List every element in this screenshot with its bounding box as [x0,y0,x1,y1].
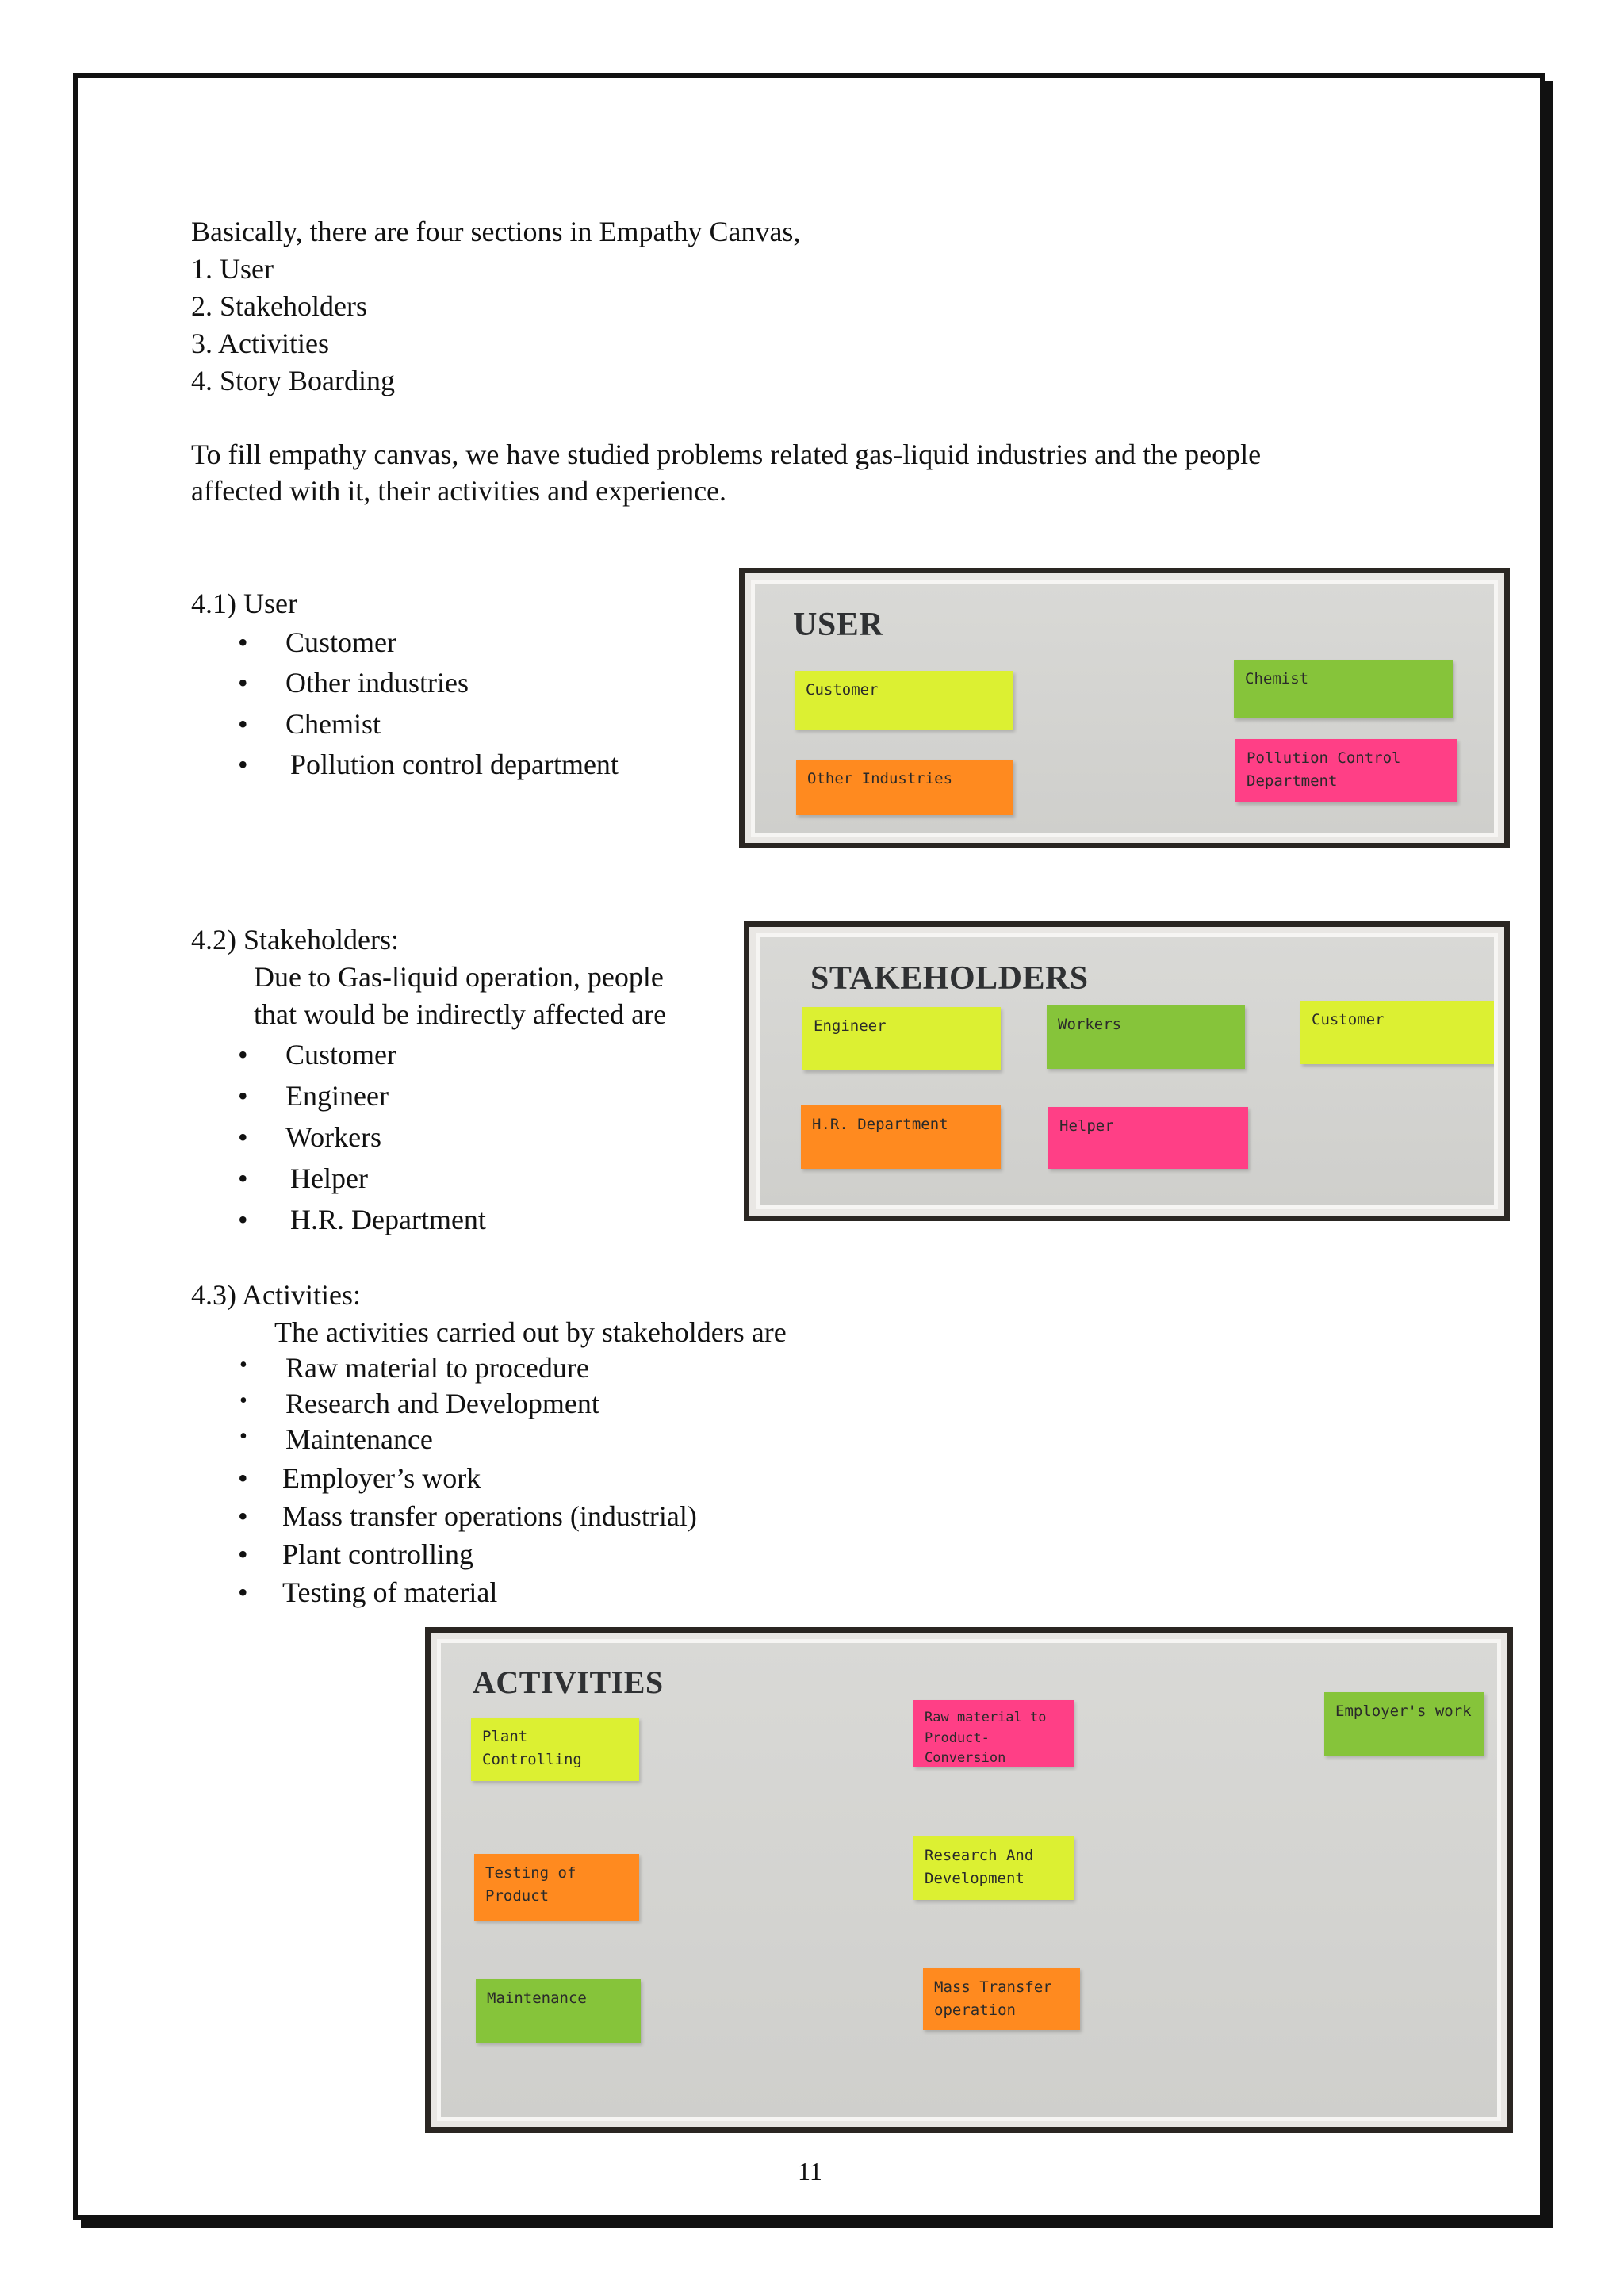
section-description: The activities carried out by stakeholders are [274,1316,787,1348]
activity-list-item: Mass transfer operations (industrial) [282,1500,697,1532]
sticky-note: Customer [1300,1001,1496,1064]
bullet-icon: • [238,749,248,780]
stakeholder-list-item: Workers [285,1121,382,1153]
bullet-icon: • [239,1388,247,1413]
intro-line: Basically, there are four sections in Empathy Canvas, [191,216,801,247]
intro-paragraph: To fill empathy canvas, we have studied problems related gas-liquid industries and the people [191,439,1262,470]
user-list-item: Other industries [285,667,469,699]
sticky-note: Helper [1048,1107,1248,1169]
page-number: 11 [798,2157,822,2185]
activities-board-photo [425,1627,1513,2133]
sticky-note: Research And Development [914,1836,1074,1900]
activity-list-item: Testing of material [282,1576,498,1608]
sticky-note: Engineer [802,1007,1001,1070]
sticky-note: H.R. Department [801,1105,1001,1169]
sticky-note: Customer [795,671,1013,730]
bullet-icon: • [238,1080,248,1112]
intro-list-item: 2. Stakeholders [191,290,367,322]
sticky-note: Pollution Control Department [1235,739,1457,802]
activity-list-item: Plant controlling [282,1538,473,1570]
sticky-note: Other Industries [796,760,1013,815]
sticky-note: Chemist [1234,660,1453,718]
board-title: ACTIVITIES [473,1664,664,1700]
sticky-note: Workers [1047,1005,1245,1069]
bullet-icon: • [238,1204,248,1235]
intro-list-item: 3. Activities [191,327,329,359]
stakeholder-list-item: H.R. Department [290,1204,486,1235]
section-heading-user: 4.1) User [191,588,297,619]
bullet-icon: • [238,626,248,658]
sticky-note: Plant Controlling [471,1718,639,1781]
stakeholder-list-item: Helper [290,1162,368,1194]
bullet-icon: • [238,667,248,699]
intro-list-item: 1. User [191,253,274,285]
user-list-item: Chemist [285,708,381,740]
activity-list-item: Employer’s work [282,1462,481,1494]
bullet-icon: • [238,1538,248,1570]
user-list-item: Pollution control department [290,749,619,780]
sticky-note: Mass Transfer operation [923,1968,1080,2030]
bullet-icon: • [238,1162,248,1194]
bullet-icon: • [238,1462,248,1494]
sticky-note: Employer's work [1324,1692,1484,1756]
stakeholder-list-item: Customer [285,1039,396,1070]
bullet-icon: • [238,708,248,740]
bullet-icon: • [238,1500,248,1532]
section-description: that would be indirectly affected are [254,998,667,1030]
intro-paragraph: affected with it, their activities and experience. [191,475,727,507]
activity-list-item: Raw material to procedure [285,1352,589,1384]
stakeholders-board-photo [744,921,1510,1221]
section-heading-stakeholders: 4.2) Stakeholders: [191,924,399,956]
section-description: Due to Gas-liquid operation, people [254,961,664,993]
sticky-note: Testing of Product [474,1854,639,1921]
stakeholder-list-item: Engineer [285,1080,389,1112]
section-heading-activities: 4.3) Activities: [191,1279,361,1311]
bullet-icon: • [239,1353,247,1377]
board-title: STAKEHOLDERS [810,960,1089,997]
activity-list-item: Maintenance [285,1423,433,1455]
sticky-note: Maintenance [476,1979,641,2043]
bullet-icon: • [239,1424,247,1449]
intro-list-item: 4. Story Boarding [191,365,395,396]
bullet-icon: • [238,1039,248,1070]
sticky-note: Raw material to Product-Conversion [914,1700,1074,1767]
user-list-item: Customer [285,626,396,658]
bullet-icon: • [238,1576,248,1608]
board-title: USER [793,607,884,643]
user-board-photo [739,568,1510,848]
activity-list-item: Research and Development [285,1388,599,1419]
bullet-icon: • [238,1121,248,1153]
